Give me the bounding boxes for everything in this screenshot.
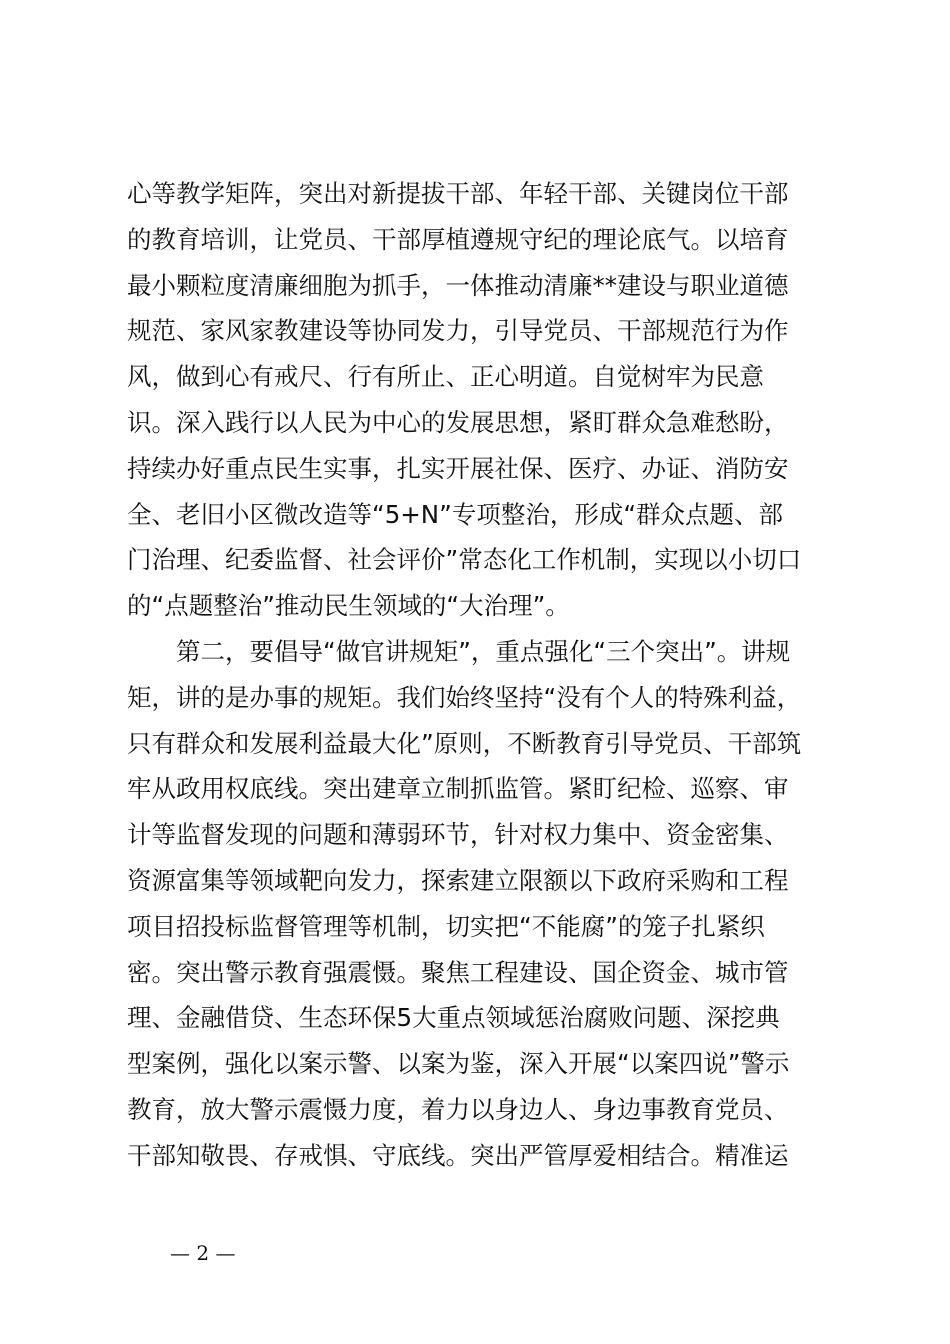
text-line: 型案例，强化以案示警、以案为鉴，深入开展“以案四说”警示 — [127, 1049, 790, 1079]
text-line: 项目招投标监督管理等机制，切实把“不能腐”的笼子扎紧织 — [127, 911, 765, 941]
text-line: 只有群众和发展利益最大化”原则，不断教育引导党员、干部筑 — [127, 728, 802, 758]
text-line: 教育，放大警示震慑力度，着力以身边人、身边事教育党员、 — [127, 1094, 789, 1124]
text-line: 的教育培训，让党员、干部厚植遵规守纪的理论底气。以培育 — [127, 224, 789, 254]
text-line: 牢从政用权底线。突出建章立制抓监管。紧盯纪检、巡察、审 — [127, 774, 789, 804]
text-line: 识。深入践行以人民为中心的发展思想，紧盯群众急难愁盼， — [127, 407, 789, 437]
text-line: 门治理、纪委监督、社会评价”常态化工作机制，实现以小切口 — [127, 545, 802, 575]
text-line: 规范、家风家教建设等协同发力，引导党员、干部规范行为作 — [127, 316, 789, 346]
page-number: — 2 — — [170, 1241, 236, 1265]
text-line: 全、老旧小区微改造等“5+N”专项整治，形成“群众点题、部 — [127, 499, 784, 529]
text-line: 心等教学矩阵，突出对新提拔干部、年轻干部、关键岗位干部 — [127, 179, 789, 208]
text-line: 干部知敬畏、存戒惧、守底线。突出严管厚爱相结合。精准运 — [127, 1140, 789, 1170]
text-line: 资源富集等领域靶向发力，探索建立限额以下政府采购和工程 — [127, 865, 789, 895]
text-line: 密。突出警示教育强震慑。聚焦工程建设、国企资金、城市管 — [127, 957, 789, 987]
text-line: 最小颗粒度清廉细胞为抓手，一体推动清廉**建设与职业道德 — [127, 270, 789, 300]
text-line: 理、金融借贷、生态环保5大重点领域惩治腐败问题、深挖典 — [127, 1003, 780, 1033]
text-line: 持续办好重点民生实事，扎实开展社保、医疗、办证、消防安 — [127, 453, 789, 483]
text-line: 的“点题整治”推动民生领域的“大治理”。 — [127, 591, 570, 621]
paragraph-start-line: 第二，要倡导“做官讲规矩”，重点强化“三个突出”。讲规 — [127, 636, 791, 666]
text-line: 风，做到心有戒尺、行有所止、正心明道。自觉树牢为民意 — [127, 362, 764, 392]
text-line: 计等监督发现的问题和薄弱环节，针对权力集中、资金密集、 — [127, 820, 789, 850]
text-line: 矩，讲的是办事的规矩。我们始终坚持“没有个人的特殊利益， — [127, 682, 802, 712]
body-text — [127, 171, 837, 1179]
